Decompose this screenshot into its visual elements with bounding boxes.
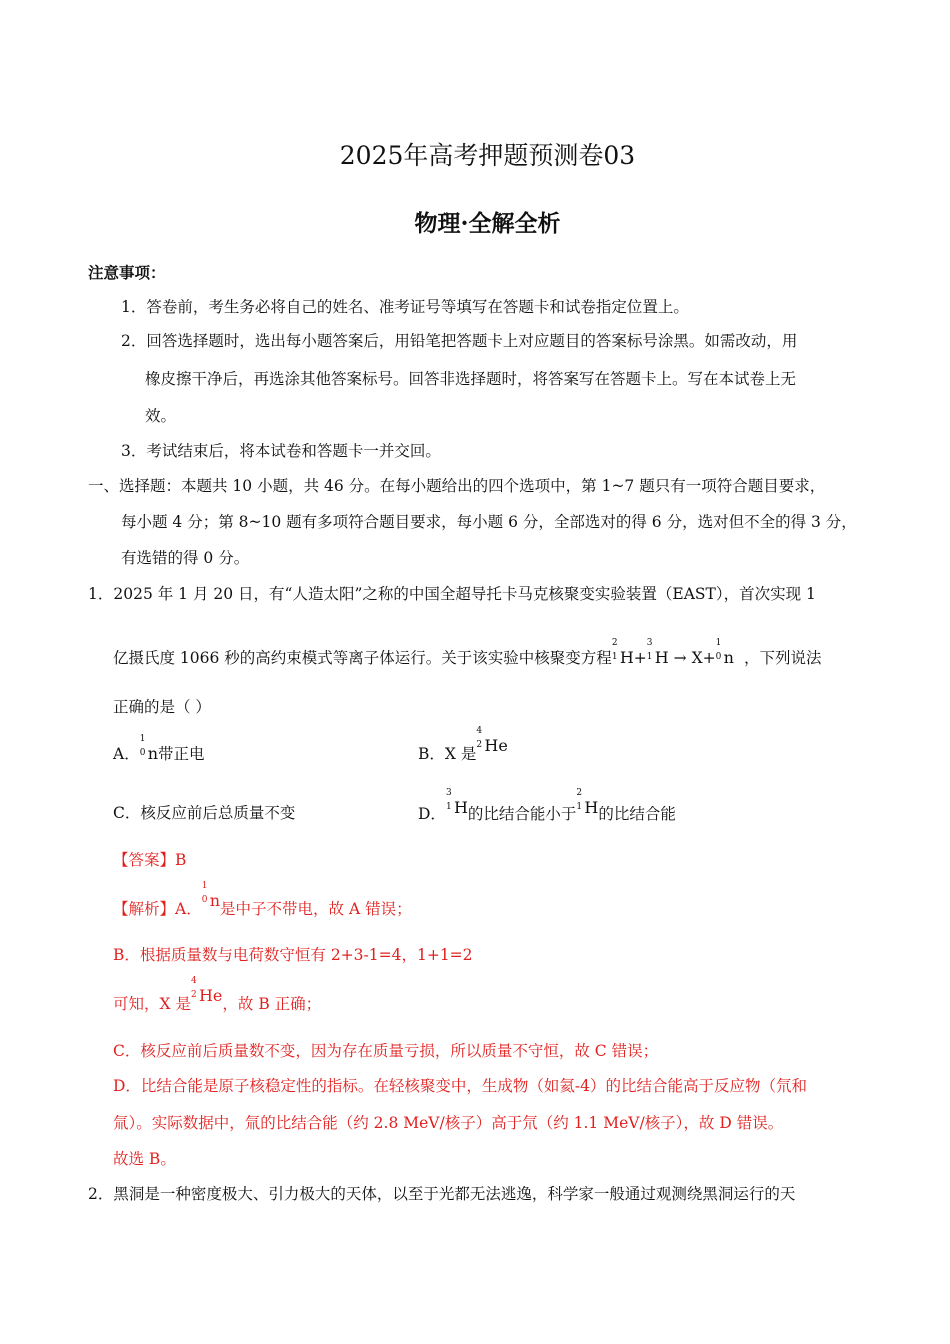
nuclide-neutron: 1 0 n xyxy=(715,638,734,667)
analysis-d-line-1: D．比结合能是原子核稳定性的指标。在轻核聚变中，生成物（如氦-4）的比结合能高于反应物（氘和 xyxy=(113,1077,808,1095)
answer-label: 【答案】B xyxy=(113,851,187,869)
plus-sign: + xyxy=(633,649,647,667)
analysis-conclusion: 故选 B。 xyxy=(113,1150,176,1168)
option-a: A． 1 0 n带正电 xyxy=(113,734,205,763)
nuclide-neutron: 1 0 n xyxy=(139,734,159,763)
analysis-b-line-2: 可知，X 是 4 2 He，故 B 正确； xyxy=(113,976,322,1013)
page-title: 2025年高考押题预测卷03 xyxy=(339,141,636,170)
option-b: B．X 是 4 2 He xyxy=(418,726,508,763)
section-1-line-1: 一、选择题：本题共 10 小题，共 46 分。在每小题给出的四个选项中，第 1~7 题只有一项符合题目要求， xyxy=(88,477,826,495)
analysis-a: 【解析】A． 1 0 n是中子不带电，故 A 错误； xyxy=(113,881,412,918)
nuclide-helium: 4 2 He xyxy=(476,726,508,755)
notes-item-2-line-1: 2．回答选择题时，选出每小题答案后，用铅笔把答题卡上对应题目的答案标号涂黑。如需改动，用 xyxy=(121,332,798,350)
nuclide-helium: 4 2 He xyxy=(190,976,223,1005)
section-1-line-3: 有选错的得 0 分。 xyxy=(121,549,250,567)
analysis-b-line-1: B．根据质量数与电荷数守恒有 2+3-1=4，1+1=2 xyxy=(113,946,473,964)
notes-item-1: 1．答卷前，考生务必将自己的姓名、准考证号等填写在答题卡和试卷指定位置上。 xyxy=(121,298,689,316)
analysis-d-line-2: 氚）。实际数据中，氚的比结合能（约 2.8 MeV/核子）高于氘（约 1.1 MeV/核子），故 D 错误。 xyxy=(113,1114,784,1132)
q2-line-1: 2．黑洞是一种密度极大、引力极大的天体，以至于光都无法逃逸，科学家一般通过观测绕黑洞运行的天 xyxy=(88,1185,796,1203)
nuclide-tritium: 3 1 H xyxy=(445,788,468,817)
notes-heading: 注意事项： xyxy=(88,263,166,282)
notes-item-2-line-3: 效。 xyxy=(145,407,177,425)
analysis-c: C．核反应前后质量数不变，因为存在质量亏损，所以质量不守恒，故 C 错误； xyxy=(113,1042,659,1060)
arrow: → xyxy=(673,649,687,667)
product-x: X xyxy=(691,649,703,667)
q1-line-2-text: 亿摄氏度 1066 秒的高约束模式等离子体运行。关于该实验中核聚变方程 xyxy=(113,649,612,667)
nuclide-deuterium: 2 1 H xyxy=(611,638,634,667)
section-1-line-2: 每小题 4 分；第 8~10 题有多项符合题目要求，每小题 6 分，全部选对的得 6 分，选对但不全的得 3 分， xyxy=(121,513,857,531)
q1-line-3: 正确的是（ ） xyxy=(113,698,211,716)
notes-item-2-line-2: 橡皮擦干净后，再选涂其他答案标号。回答非选择题时，将答案写在答题卡上。写在本试卷上无 xyxy=(145,370,797,388)
fusion-equation xyxy=(611,638,734,667)
nuclide-neutron: 1 0 n xyxy=(201,881,221,910)
nuclide-deuterium: 2 1 H xyxy=(576,788,599,817)
q1-line-1: 1．2025 年 1 月 20 日，有“人造太阳”之称的中国全超导托卡马克核聚变实验装置（EAST），首次实现 1 xyxy=(88,585,816,603)
option-d: D． 3 1 H的比结合能小于 2 1 H的比结合能 xyxy=(418,788,676,823)
page-subtitle: 物理·全解全析 xyxy=(414,210,561,237)
notes-item-3: 3．考试结束后，将本试卷和答题卡一并交回。 xyxy=(121,442,441,460)
q1-line-2 xyxy=(113,638,822,667)
q1-line-2-tail: ，下列说法 xyxy=(743,649,822,667)
nuclide-tritium: 3 1 H xyxy=(646,638,669,667)
option-c: C．核反应前后总质量不变 xyxy=(113,804,296,822)
plus-sign-2: + xyxy=(702,649,716,667)
